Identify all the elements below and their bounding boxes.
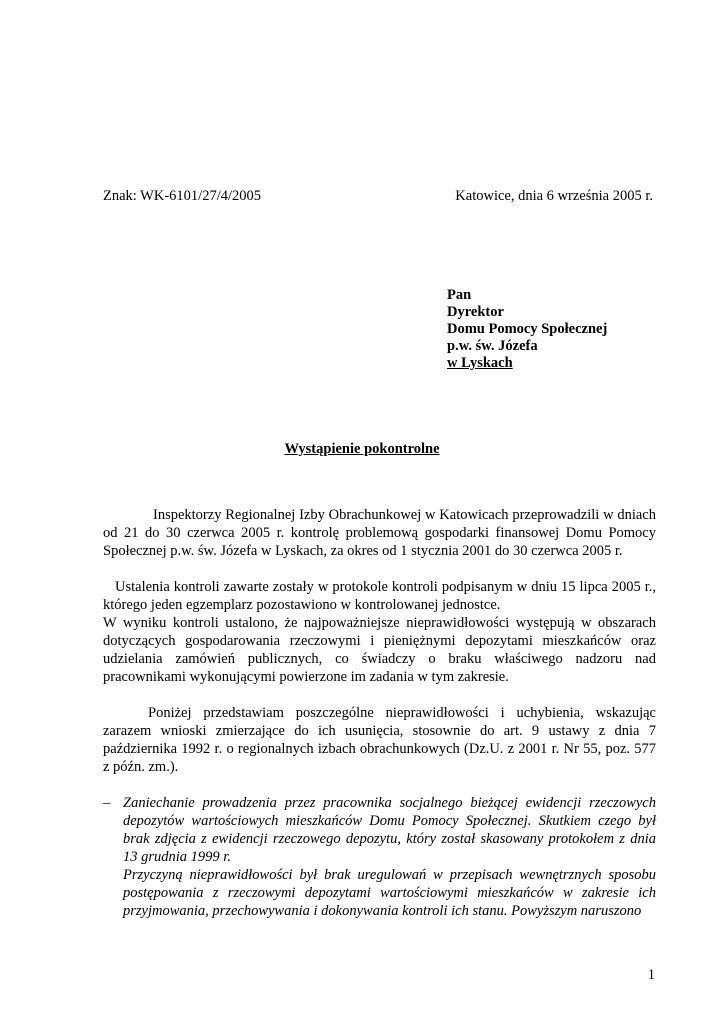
addressee-patron: p.w. św. Józefa [447, 338, 538, 354]
bullet-text-finding: Zaniechanie prowadzenia przez pracownika socjalnego bieżącej ewidencji rzeczowych depozytów wartościowych mieszkańców Domu Pomocy Społecznej. Skutkiem czego był brak zdjęcia z ewidencji rzeczowego depozytu, który został skasowany protokołem z dnia 13 grudnia 1999 r. [123, 795, 656, 865]
reference-sign: Znak: WK-6101/27/4/2005 [103, 188, 262, 204]
document-title: Wystąpienie pokontrolne [284, 441, 440, 457]
page-number: 1 [647, 967, 655, 983]
paragraph-intro: Inspektorzy Regionalnej Izby Obrachunkowej w Katowicach przeprowadzili w dniach od 21 do 30 czerwca 2005 r. kontrolę problemową gospodarki finansowej Domu Pomocy Społecznej p.w. św. Józefa w Lyskach, za okres od 1 stycznia 2001 do 30 czerwca 2005 r. [103, 507, 656, 559]
letter-header [103, 187, 653, 207]
paragraph-irregularities: Poniżej przedstawiam poszczególne nieprawidłowości i uchybienia, wskazując zarazem wnioski zmierzające do ich usunięcia, stosownie do art. 9 ustawy z dnia 7 października 1992 r. o regionalnych izbach obrachunkowych (Dz.U. z 2001 r. Nr 55, poz. 577 z późn. zm.). [103, 705, 656, 775]
addressee-salutation: Pan [447, 287, 472, 303]
addressee-location: w Lyskach [447, 355, 513, 371]
bullet-item [103, 794, 656, 920]
document-body [103, 506, 656, 920]
bullet-text-cause: Przyczyną nieprawidłowości był brak uregulowań w przepisach wewnętrznych sposobu postępowania z rzeczowymi depozytami wartościowymi mieszkańców w zakresie ich przyjmowania, przechowywania i dokonywania kontroli ich stanu. Powyższym naruszono [123, 867, 656, 919]
addressee-institution: Domu Pomocy Społecznej [447, 321, 608, 337]
bullet-dash: – [103, 795, 111, 811]
paragraph-protocol: Ustalenia kontroli zawarte zostały w protokole kontroli podpisanym w dniu 15 lipca 2005 r., którego jeden egzemplarz pozostawiono w kontrolowanej jednostce. [103, 579, 656, 613]
addressee-position: Dyrektor [447, 304, 504, 320]
letter-date: Katowice, dnia 6 września 2005 r. [455, 188, 653, 204]
paragraph-findings: W wyniku kontroli ustalono, że najpoważniejsze nieprawidłowości występują w obszarach dotyczących gospodarowania rzeczowymi i pieniężnymi depozytami mieszkańców oraz udzielania zamówień publicznych, co świadczy o braku właściwego nadzoru nad pracownikami wykonującymi powierzone im zadania w tym zakresie. [103, 615, 656, 685]
addressee-block [447, 287, 607, 372]
